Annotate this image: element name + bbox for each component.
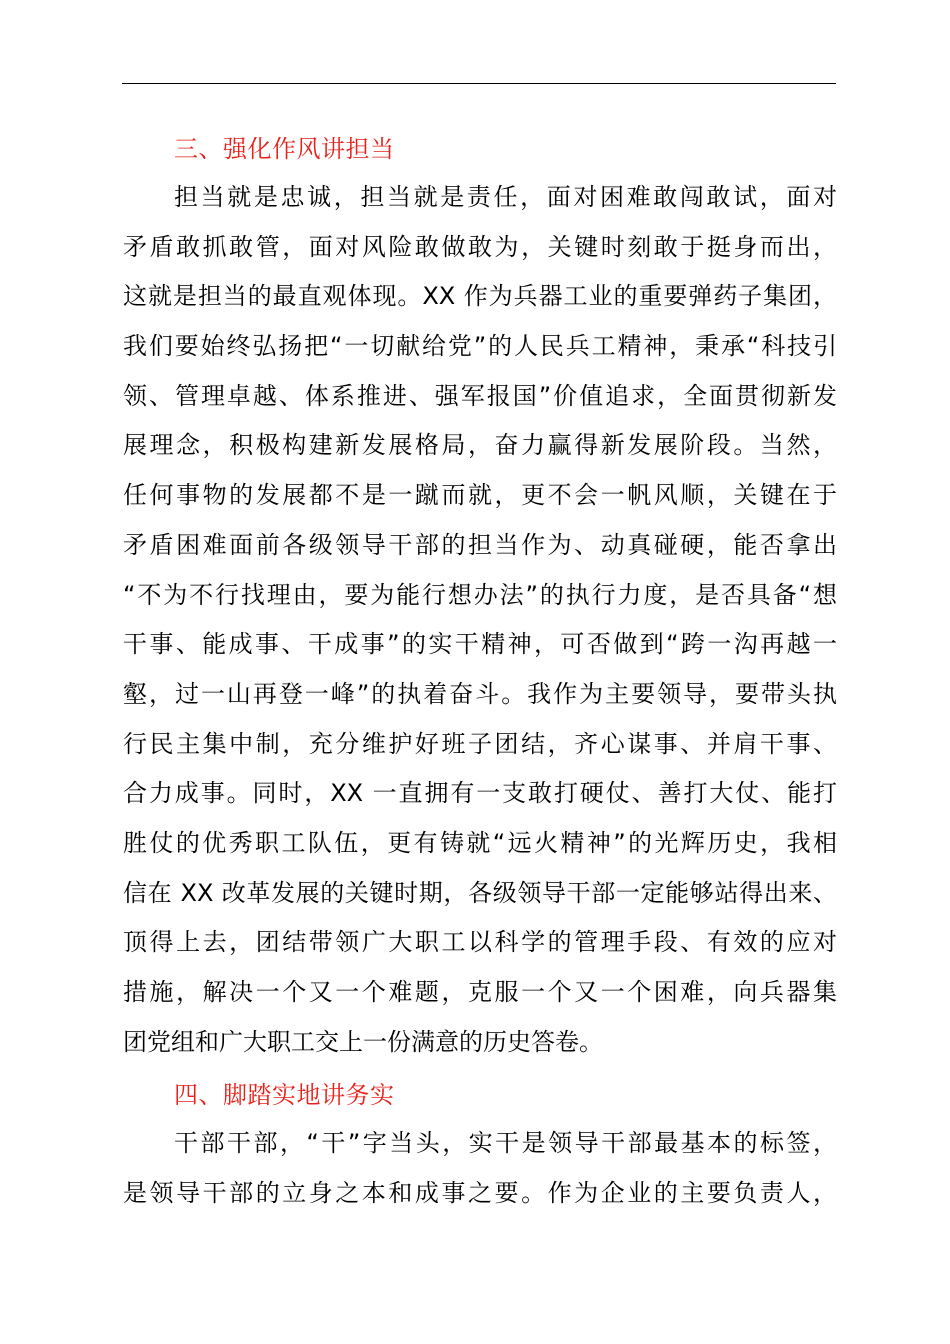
paragraph-line: 矛盾敢抓敢管，面对风险敢做敢为，关键时刻敢于挺身而出，	[123, 232, 837, 261]
paragraph-line: 顶得上去，团结带领广大职工以科学的管理手段、有效的应对	[123, 928, 837, 957]
paragraph-line: 团党组和广大职工交上一份满意的历史答卷。	[123, 1027, 603, 1056]
paragraph-line: 这就是担当的最直观体现。XX 作为兵器工业的重要弹药子集团，	[123, 282, 837, 311]
paragraph-line: 壑，过一山再登一峰”的执着奋斗。我作为主要领导，要带头执	[123, 679, 837, 708]
paragraph-line: 担当就是忠诚，担当就是责任，面对困难敢闯敢试，面对	[174, 183, 837, 211]
paragraph-line: 措施，解决一个又一个难题，克服一个又一个困难，向兵器集	[123, 978, 837, 1006]
paragraph-line: 是领导干部的立身之本和成事之要。作为企业的主要负责人，	[123, 1178, 837, 1207]
paragraph-line: 展理念，积极构建新发展格局，奋力赢得新发展阶段。当然，	[123, 431, 837, 460]
paragraph-line: 领、管理卓越、体系推进、强军报国”价值追求，全面贯彻新发	[123, 381, 837, 410]
section-heading-4: 四、脚踏实地讲务实	[174, 1081, 395, 1109]
section-3-paragraph	[123, 182, 837, 1076]
section-4-paragraph	[123, 1128, 837, 1227]
paragraph-line: 干部干部，“干”字当头，实干是领导干部最基本的标签，	[174, 1129, 837, 1157]
paragraph-line: 信在 XX 改革发展的关键时期，各级领导干部一定能够站得出来、	[123, 878, 837, 907]
paragraph-line: 我们要始终弘扬把“一切献给党”的人民兵工精神，秉承“科技引	[123, 332, 837, 361]
paragraph-line: 胜仗的优秀职工队伍，更有铸就“远火精神”的光辉历史，我相	[123, 828, 837, 857]
header-rule	[122, 83, 836, 84]
paragraph-line: 任何事物的发展都不是一蹴而就，更不会一帆风顺，关键在于	[123, 481, 837, 510]
paragraph-line: 合力成事。同时，XX 一直拥有一支敢打硬仗、善打大仗、能打	[123, 779, 837, 808]
section-heading-3: 三、强化作风讲担当	[174, 135, 395, 163]
paragraph-line: 矛盾困难面前各级领导干部的担当作为、动真碰硬，能否拿出	[123, 530, 837, 559]
paragraph-line: 干事、能成事、干成事”的实干精神，可否做到“跨一沟再越一	[123, 630, 837, 659]
paragraph-line: “不为不行找理由，要为能行想办法”的执行力度，是否具备“想	[123, 580, 837, 609]
paragraph-line: 行民主集中制，充分维护好班子团结，齐心谋事、并肩干事、	[123, 729, 837, 758]
